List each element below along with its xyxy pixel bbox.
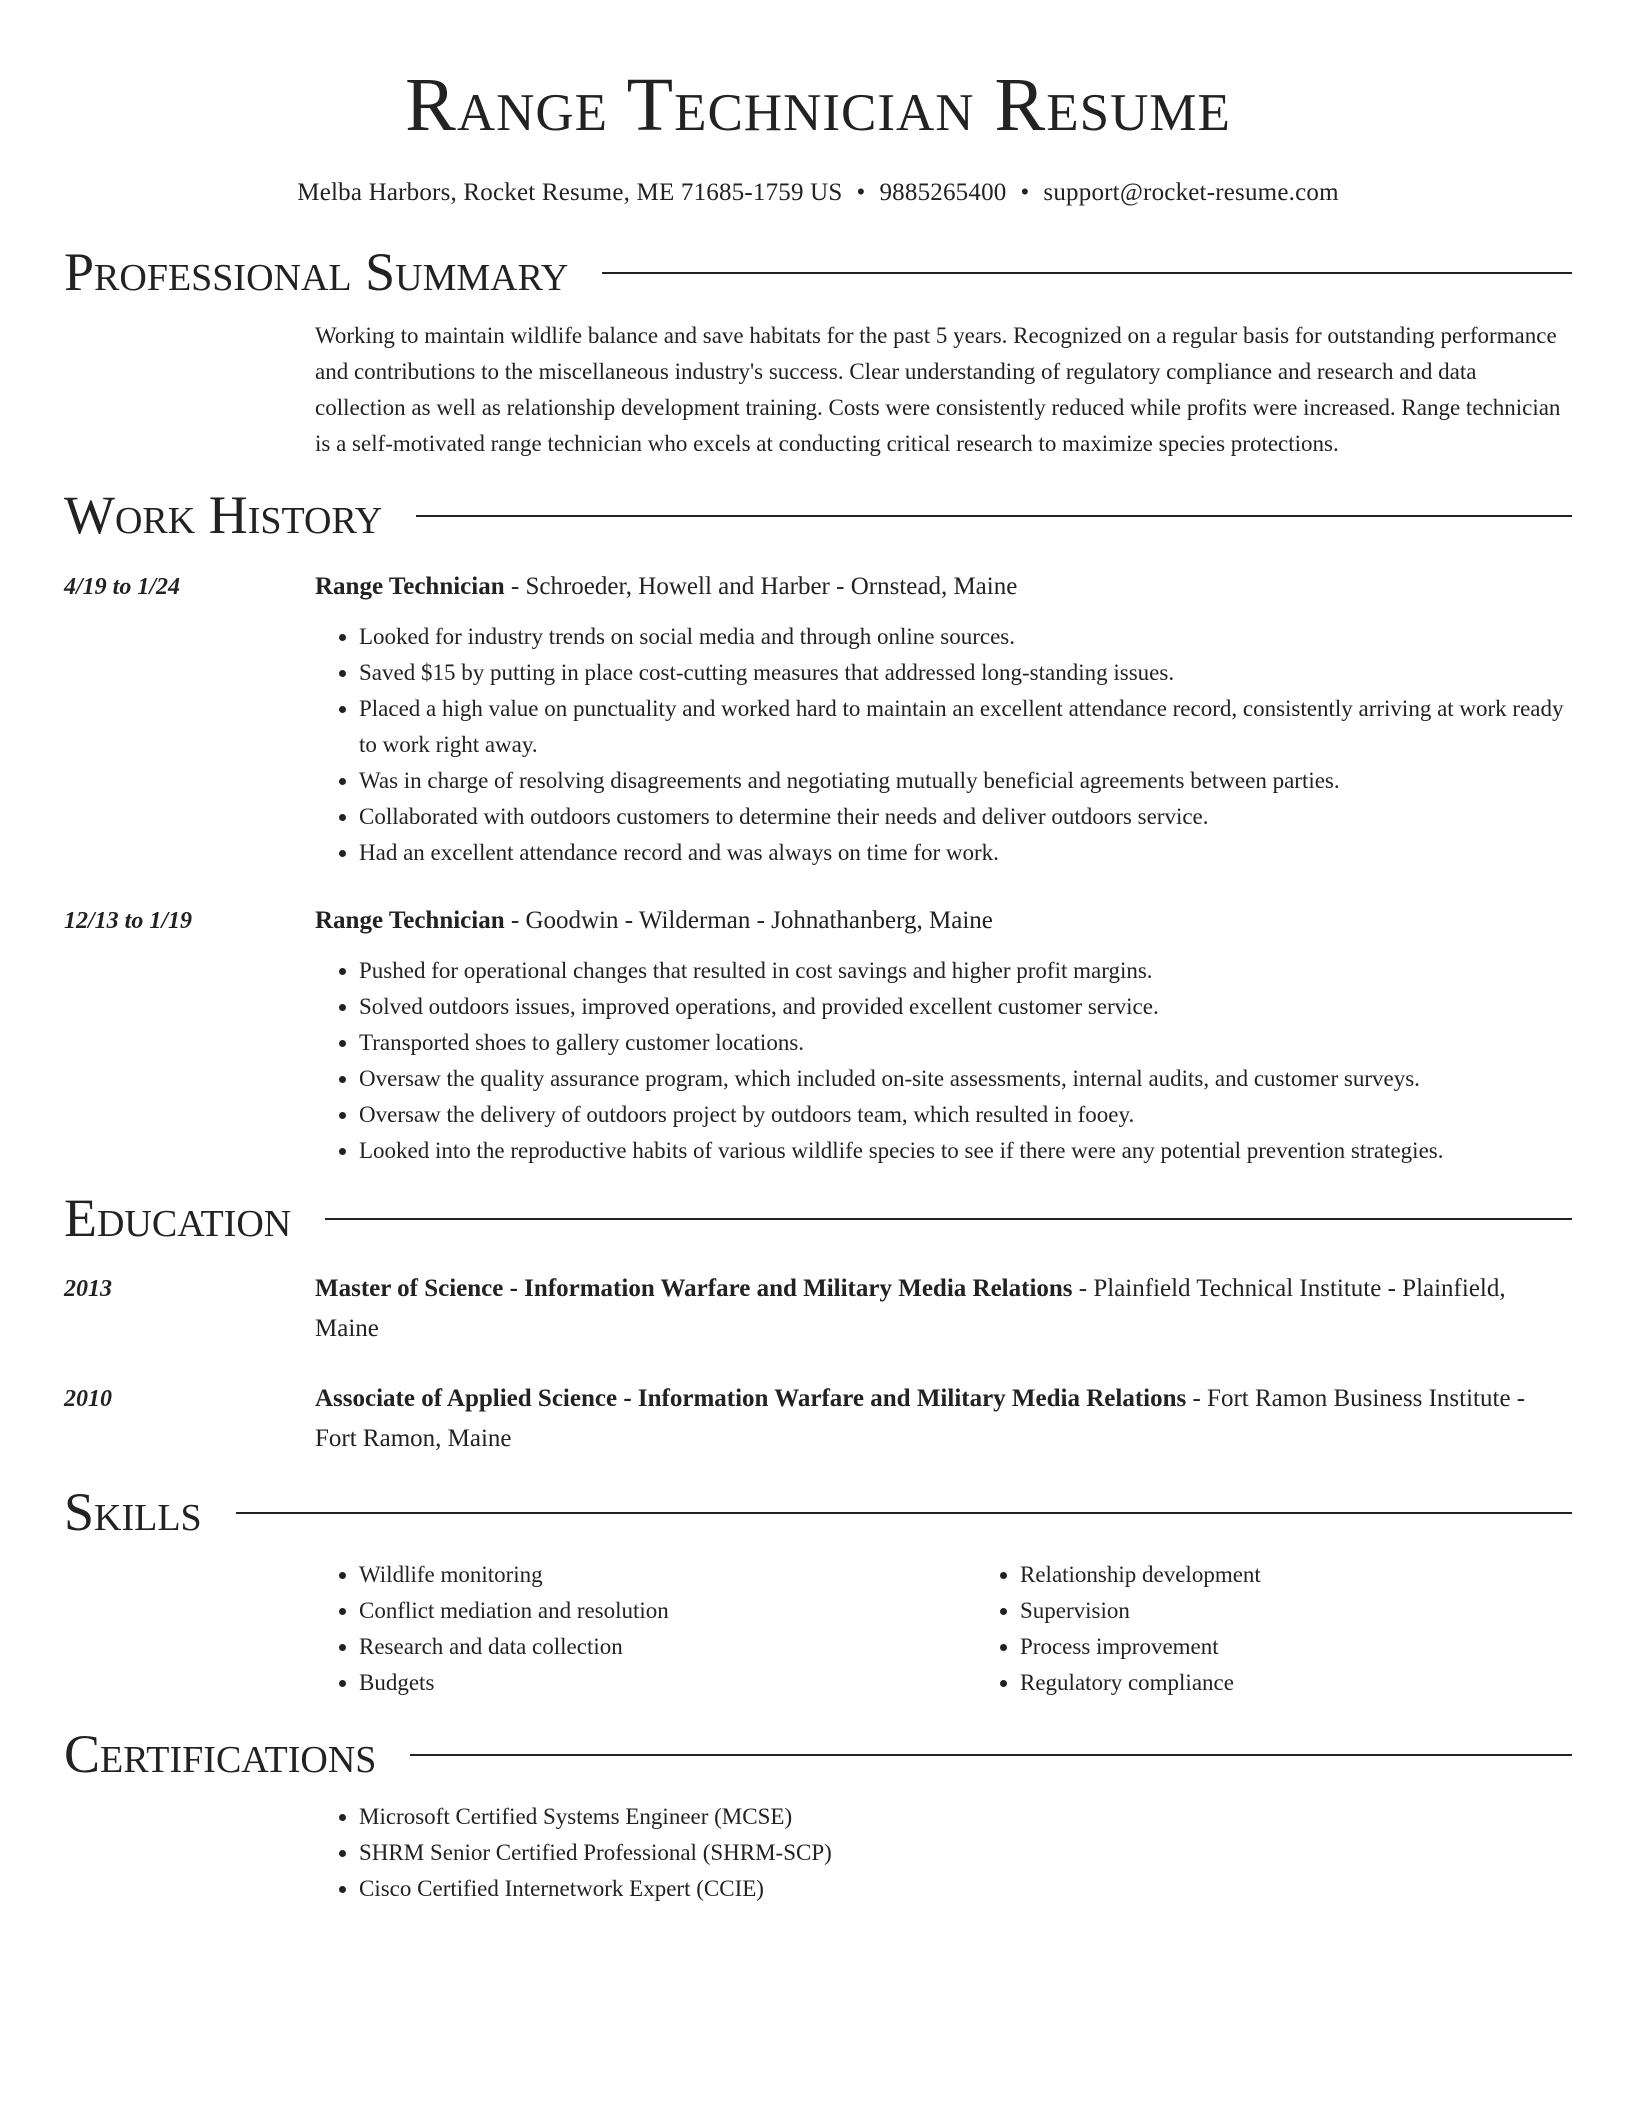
- education-header: [64, 1185, 1572, 1251]
- contact-separator: •: [1020, 179, 1030, 206]
- summary-section: [64, 239, 1572, 462]
- education-entry: [64, 1269, 1572, 1349]
- contact-line: [64, 178, 1572, 208]
- skill-item: • Wildlife monitoring: [359, 1557, 976, 1593]
- section-divider: [236, 1512, 1572, 1514]
- certifications-heading: Certifications: [64, 1724, 377, 1784]
- job-entry: [64, 567, 1572, 871]
- resume-page: [64, 0, 1572, 1907]
- certification-item: • Microsoft Certified Systems Engineer (MCSE): [359, 1799, 1572, 1835]
- skills-list-left: [315, 1557, 976, 1701]
- resume-title: Range Technician Resume: [405, 63, 1231, 147]
- education-info: [315, 1379, 1572, 1459]
- skill-item: • Supervision: [1020, 1593, 1632, 1629]
- skill-item: • Regulatory compliance: [1020, 1665, 1632, 1701]
- list-item: • Placed a high value on punctuality and worked hard to maintain an excellent attendance record, consistently arriving at work ready to work right away.: [359, 691, 1572, 763]
- education-entry: [64, 1379, 1572, 1459]
- job-dates: 4/19 to 1/24: [64, 574, 181, 600]
- education-degree: Associate of Applied Science - Information Warfare and Military Media Relations: [315, 1385, 1187, 1412]
- list-item: • Looked into the reproductive habits of various wildlife species to see if there were any potential prevention strategies.: [359, 1133, 1572, 1169]
- skill-item: • Budgets: [359, 1665, 976, 1701]
- job-dates: 12/13 to 1/19: [64, 908, 193, 934]
- work-history-header: [64, 482, 1572, 548]
- skills-columns: [315, 1557, 1572, 1701]
- list-item: • Looked for industry trends on social media and through online sources.: [359, 619, 1572, 655]
- education-school: - Plainfield Technical Institute - Plainfield, Maine: [315, 1275, 1506, 1342]
- job-header: [64, 567, 1572, 607]
- section-divider: [325, 1218, 1572, 1220]
- contact-address: Melba Harbors, Rocket Resume, ME 71685-1759 US: [297, 179, 843, 206]
- education-year: 2013: [64, 1276, 112, 1302]
- job-bullets: [315, 619, 1572, 871]
- certifications-header: [64, 1721, 1572, 1787]
- job-header: [64, 901, 1572, 941]
- education-year: 2010: [64, 1386, 112, 1412]
- job-title: Range Technician: [315, 907, 505, 934]
- contact-email: support@rocket-resume.com: [1043, 179, 1339, 206]
- skills-heading: Skills: [64, 1482, 202, 1542]
- list-item: • Was in charge of resolving disagreements and negotiating mutually beneficial agreements between parties.: [359, 763, 1572, 799]
- summary-heading: Professional Summary: [64, 242, 569, 302]
- skill-item: • Process improvement: [1020, 1629, 1632, 1665]
- certifications-section: [64, 1721, 1572, 1907]
- education-section: [64, 1185, 1572, 1459]
- summary-text: Working to maintain wildlife balance and save habitats for the past 5 years. Recognized on a regular basis for outstanding performance and contributions to the miscellaneous industry's success. Clear understanding of regulatory compliance and research and data collection as well as relationship development training. Costs were consistently reduced while profits were increased. Range technician is a self-motivated range technician who excels at conducting critical research to maximize species protections.: [315, 323, 1561, 456]
- section-divider: [602, 272, 1572, 274]
- job-info: [315, 567, 1572, 607]
- education-degree: Master of Science - Information Warfare and Military Media Relations: [315, 1275, 1073, 1302]
- section-divider: [416, 515, 1572, 517]
- list-item: • Had an excellent attendance record and was always on time for work.: [359, 835, 1572, 871]
- skill-item: • Conflict mediation and resolution: [359, 1593, 976, 1629]
- contact-phone: 9885265400: [879, 179, 1007, 206]
- education-school: - Fort Ramon Business Institute - Fort Ramon, Maine: [315, 1385, 1526, 1452]
- skills-section: [64, 1479, 1572, 1701]
- education-heading: Education: [64, 1188, 292, 1248]
- job-title: Range Technician: [315, 573, 505, 600]
- education-info: [315, 1269, 1572, 1349]
- work-history-section: [64, 482, 1572, 1169]
- list-item: • Solved outdoors issues, improved operations, and provided excellent customer service.: [359, 989, 1572, 1025]
- contact-separator: •: [856, 179, 866, 206]
- job-employer: - Schroeder, Howell and Harber - Ornstead, Maine: [504, 573, 1018, 600]
- skills-list-right: [976, 1557, 1632, 1701]
- skills-header: [64, 1479, 1572, 1545]
- certification-item: • SHRM Senior Certified Professional (SHRM-SCP): [359, 1835, 1572, 1871]
- work-history-heading: Work History: [64, 485, 383, 545]
- list-item: • Pushed for operational changes that resulted in cost savings and higher profit margins.: [359, 953, 1572, 989]
- certification-item: • Cisco Certified Internetwork Expert (CCIE): [359, 1871, 1572, 1907]
- list-item: • Collaborated with outdoors customers to determine their needs and deliver outdoors service.: [359, 799, 1572, 835]
- list-item: • Oversaw the delivery of outdoors project by outdoors team, which resulted in fooey.: [359, 1097, 1572, 1133]
- section-divider: [410, 1754, 1572, 1756]
- skill-item: • Relationship development: [1020, 1557, 1632, 1593]
- certifications-list: [315, 1799, 1572, 1907]
- list-item: • Saved $15 by putting in place cost-cutting measures that addressed long-standing issues.: [359, 655, 1572, 691]
- list-item: • Transported shoes to gallery customer locations.: [359, 1025, 1572, 1061]
- summary-header: [64, 239, 1572, 305]
- job-info: [315, 901, 1572, 941]
- job-bullets: [315, 953, 1572, 1169]
- list-item: • Oversaw the quality assurance program, which included on-site assessments, internal audits, and customer surveys.: [359, 1061, 1572, 1097]
- skill-item: • Research and data collection: [359, 1629, 976, 1665]
- job-entry: [64, 901, 1572, 1169]
- job-employer: - Goodwin - Wilderman - Johnathanberg, Maine: [504, 907, 993, 934]
